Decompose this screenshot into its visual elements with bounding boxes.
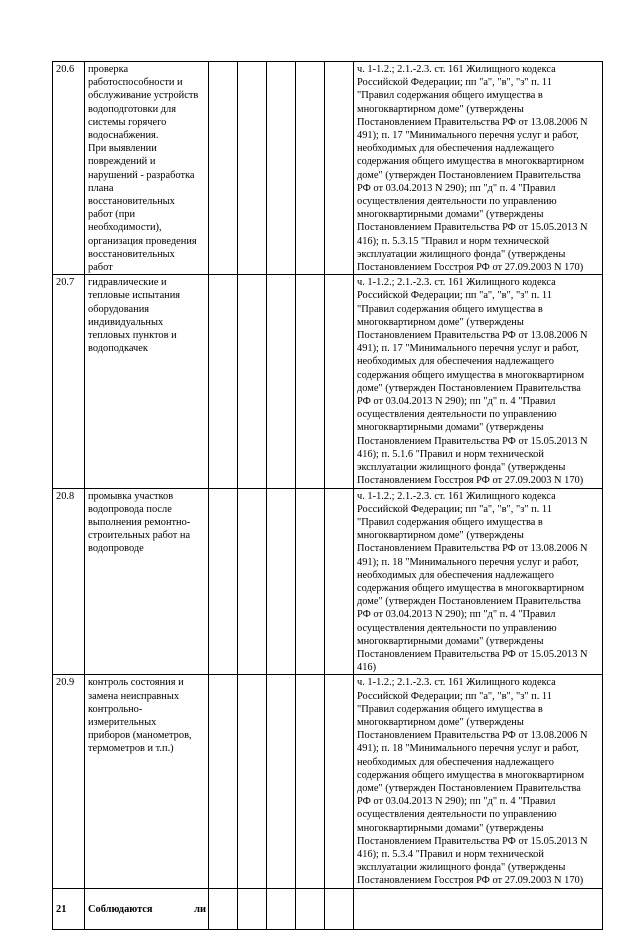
check-cell	[267, 62, 296, 275]
table-row	[53, 675, 603, 888]
check-cell	[209, 675, 238, 888]
requirements-table	[52, 61, 603, 930]
row-number: 20.9	[53, 675, 85, 888]
requirement-text	[85, 888, 209, 930]
check-cell	[209, 62, 238, 275]
check-cell	[238, 888, 267, 930]
check-cell	[296, 62, 325, 275]
check-cell	[267, 888, 296, 930]
table-row	[53, 275, 603, 488]
table-row	[53, 62, 603, 275]
requirement-text-right: ли	[194, 903, 206, 915]
requirement-text: контроль состояния и замена неисправных контрольно- измерительных приборов (манометров, термометров и т.п.)	[85, 675, 209, 888]
requirement-text: промывка участков водопровода после выполнения ремонтно- строительных работ на водопроводе	[85, 488, 209, 675]
table-row	[53, 888, 603, 930]
check-cell	[296, 675, 325, 888]
check-cell	[209, 275, 238, 488]
legal-basis-text: ч. 1-1.2.; 2.1.-2.3. ст. 161 Жилищного кодекса Российской Федерации; пп "а", "в", "з" п. 11 "Правил содержания общего имущества в многоквартирном доме" (утверждены Постановлением Правительства РФ от 13.08.2006 N 491); п. 17 "Минимального перечня услуг и работ, необходимых для обеспечения надлежащего содержания общего имущества в многоквартирном доме" (утвержден Постановлением Правительства РФ от 03.04.2013 N 290); пп "д" п. 4 "Правил осуществления деятельности по управлению многоквартирными домами" (утверждены Постановлением Правительства РФ от 15.05.2013 N 416); п. 5.1.6 "Правил и норм технической эксплуатации жилищного фонда" (утверждены Постановлением Госстроя РФ от 27.09.2003 N 170)	[354, 275, 603, 488]
legal-basis-text: ч. 1-1.2.; 2.1.-2.3. ст. 161 Жилищного кодекса Российской Федерации; пп "а", "в", "з" п. 11 "Правил содержания общего имущества в многоквартирном доме" (утверждены Постановлением Правительства РФ от 13.08.2006 N 491); п. 18 "Минимального перечня услуг и работ, необходимых для обеспечения надлежащего содержания общего имущества в многоквартирном доме" (утвержден Постановлением Правительства РФ от 03.04.2013 N 290); пп "д" п. 4 "Правил осуществления деятельности по управлению многоквартирными домами" (утверждены Постановлением Правительства РФ от 15.05.2013 N 416)	[354, 488, 603, 675]
check-cell	[238, 275, 267, 488]
legal-basis-text: ч. 1-1.2.; 2.1.-2.3. ст. 161 Жилищного кодекса Российской Федерации; пп "а", "в", "з" п. 11 "Правил содержания общего имущества в многоквартирном доме" (утверждены Постановлением Правительства РФ от 13.08.2006 N 491); п. 18 "Минимального перечня услуг и работ, необходимых для обеспечения надлежащего содержания общего имущества в многоквартирном доме" (утвержден Постановлением Правительства РФ от 03.04.2013 N 290); пп "д" п. 4 "Правил осуществления деятельности по управлению многоквартирными домами" (утверждены Постановлением Правительства РФ от 15.05.2013 N 416); п. 5.3.4 "Правил и норм технической эксплуатации жилищного фонда" (утверждены Постановлением Госстроя РФ от 27.09.2003 N 170)	[354, 675, 603, 888]
check-cell	[209, 888, 238, 930]
check-cell	[267, 675, 296, 888]
check-cell	[238, 62, 267, 275]
check-cell	[267, 488, 296, 675]
check-cell	[238, 488, 267, 675]
check-cell	[325, 675, 354, 888]
requirement-text-left: Соблюдаются	[88, 903, 153, 915]
check-cell	[325, 888, 354, 930]
check-cell	[209, 488, 238, 675]
check-cell	[325, 488, 354, 675]
check-cell	[296, 488, 325, 675]
requirement-text: гидравлические и тепловые испытания оборудования индивидуальных тепловых пунктов и водоподкачек	[85, 275, 209, 488]
check-cell	[296, 275, 325, 488]
check-cell	[296, 888, 325, 930]
check-cell	[325, 275, 354, 488]
requirement-text: проверка работоспособности и обслуживание устройств водоподготовки для системы горячего водоснабжения. При выявлении повреждений и нарушений - разработка плана восстановительных работ (при необходимости), организация проведения восстановительных работ	[85, 62, 209, 275]
table-row	[53, 488, 603, 675]
check-cell	[238, 675, 267, 888]
row-number: 20.7	[53, 275, 85, 488]
row-number: 21	[53, 888, 85, 930]
check-cell	[267, 275, 296, 488]
row-number: 20.8	[53, 488, 85, 675]
check-cell	[325, 62, 354, 275]
row-number: 20.6	[53, 62, 85, 275]
legal-basis-text	[354, 888, 603, 930]
legal-basis-text: ч. 1-1.2.; 2.1.-2.3. ст. 161 Жилищного кодекса Российской Федерации; пп "а", "в", "з" п. 11 "Правил содержания общего имущества в многоквартирном доме" (утверждены Постановлением Правительства РФ от 13.08.2006 N 491); п. 17 "Минимального перечня услуг и работ, необходимых для обеспечения надлежащего содержания общего имущества в многоквартирном доме" (утвержден Постановлением Правительства РФ от 03.04.2013 N 290); пп "д" п. 4 "Правил осуществления деятельности по управлению многоквартирными домами" (утверждены Постановлением Правительства РФ от 15.05.2013 N 416); п. 5.3.15 "Правил и норм технической эксплуатации жилищного фонда" (утверждены Постановлением Госстроя РФ от 27.09.2003 N 170)	[354, 62, 603, 275]
